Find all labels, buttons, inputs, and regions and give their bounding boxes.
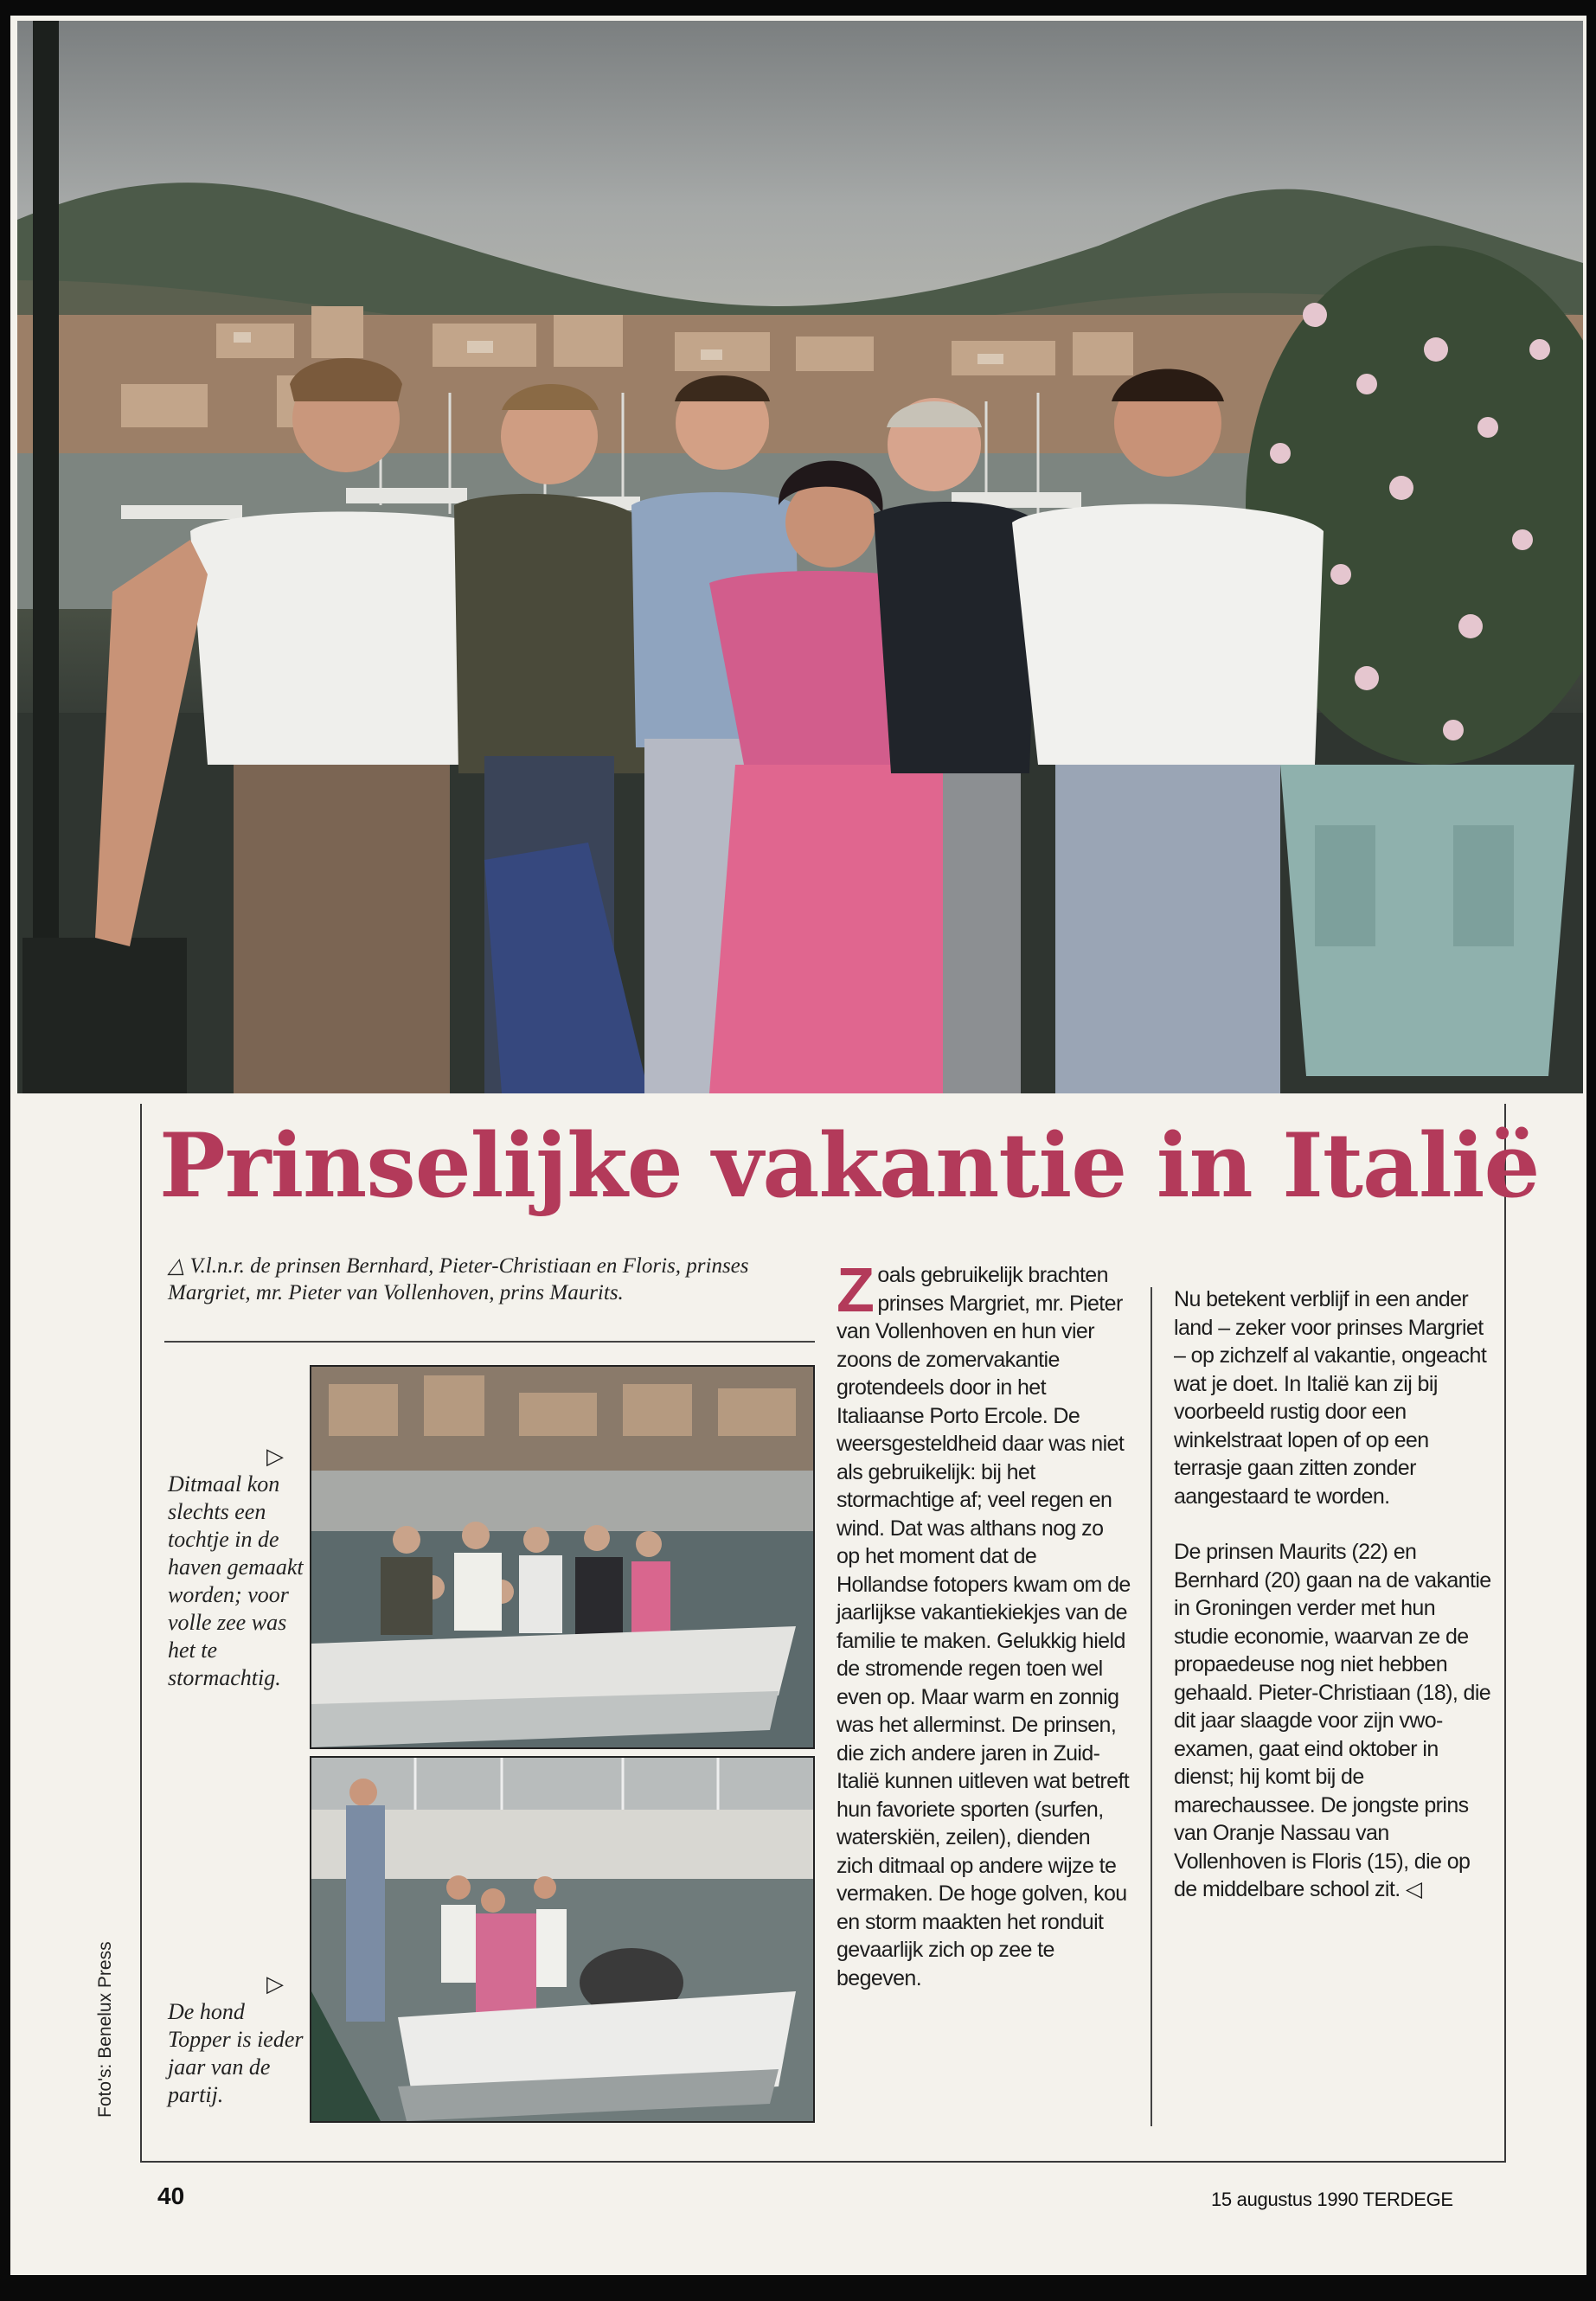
drop-cap: Z — [836, 1256, 875, 1325]
pointer-right-icon: ▷ — [266, 1444, 284, 1469]
article-paragraph-3: De prinsen Maurits (22) en Bernhard (20) gaan na de vakantie in Groningen verder met hun studie economie, waarvan ze de propaedeuse nog niet hebben gehaald. Pieter-Christiaan (18), die dit jaar slaagde voor zijn vwo-examen, gaat eind oktober in dienst; hij komt bij de marechaussee. De jongste prins van Oranje Nassau van Vollenhoven is Floris (15), die op de middelbare school zit. ◁ — [1174, 1540, 1491, 1901]
issue-date: 15 augustus 1990 TERDEGE — [1211, 2189, 1453, 2210]
caption-rule — [164, 1341, 815, 1343]
article-column-1 — [836, 1256, 1131, 1992]
family-group-photo — [17, 21, 1583, 1093]
article-paragraph-2: Nu betekent verblijf in een ander land – zeker voor prinses Margriet – op zichzelf al vakantie, ongeacht wat je doet. In Italië kan zij bij voorbeeld rustig door een winkelstraat lopen of op een terrasje gaan zitten zonder aangestaard te worden. — [1174, 1287, 1487, 1509]
photo-credit: Foto's: Benelux Press — [95, 1941, 115, 2118]
boat-caption-text: Ditmaal kon slechts een tochtje in de haven gemaakt worden; voor volle zee was het te stormachtig. — [168, 1471, 304, 1690]
boat-photo-caption — [168, 1443, 308, 1692]
column-divider — [1151, 1287, 1152, 2126]
page-number: 40 — [157, 2182, 185, 2209]
article-column-2 — [1174, 1285, 1494, 1904]
magazine-page — [10, 16, 1586, 2275]
boat-trip-photo — [310, 1365, 815, 1749]
dog-photo-caption — [168, 1971, 308, 2109]
photo-scene — [17, 21, 1583, 1093]
dog-topper-photo — [310, 1756, 815, 2123]
headline: Prinselijke vakantie in Italië — [159, 1114, 1540, 1218]
dog-caption-text: De hond Topper is ieder jaar van de partij. — [168, 1999, 304, 2107]
article-text-col1: oals gebruikelijk brachten prinses Margriet, mr. Pieter van Vollenhoven en hun vier zoons de zomervakantie grotendeels door in het Italiaanse Porto Ercole. De weersgesteldheid daar was niet als gebruikelijk: bij het stormachtige af; veel regen en wind. Dat was althans nog zo op het moment dat de Hollandse fotopers kwam om de jaarlijkse vakantiekiekjes van de familie te maken. Gelukkig hield de stromende regen toen wel even op. Maar warm en zonnig was het allerminst. De prinsen, die zich andere jaren in Zuid-Italië kunnen uitleven wat betreft hun favoriete sporten (surfen, waterskiën, zeilen), dienden zich ditmaal op andere wijze te vermaken. De hoge golven, kou en storm maakten het ronduit gevaarlijk zich op zee te begeven. — [836, 1263, 1131, 1990]
main-photo-caption: △ V.l.n.r. de prinsen Bernhard, Pieter-Christiaan en Floris, prinses Margriet, mr. Pieter van Vollenhoven, prins Maurits. — [168, 1254, 749, 1304]
pointer-right-icon: ▷ — [266, 1971, 284, 1997]
